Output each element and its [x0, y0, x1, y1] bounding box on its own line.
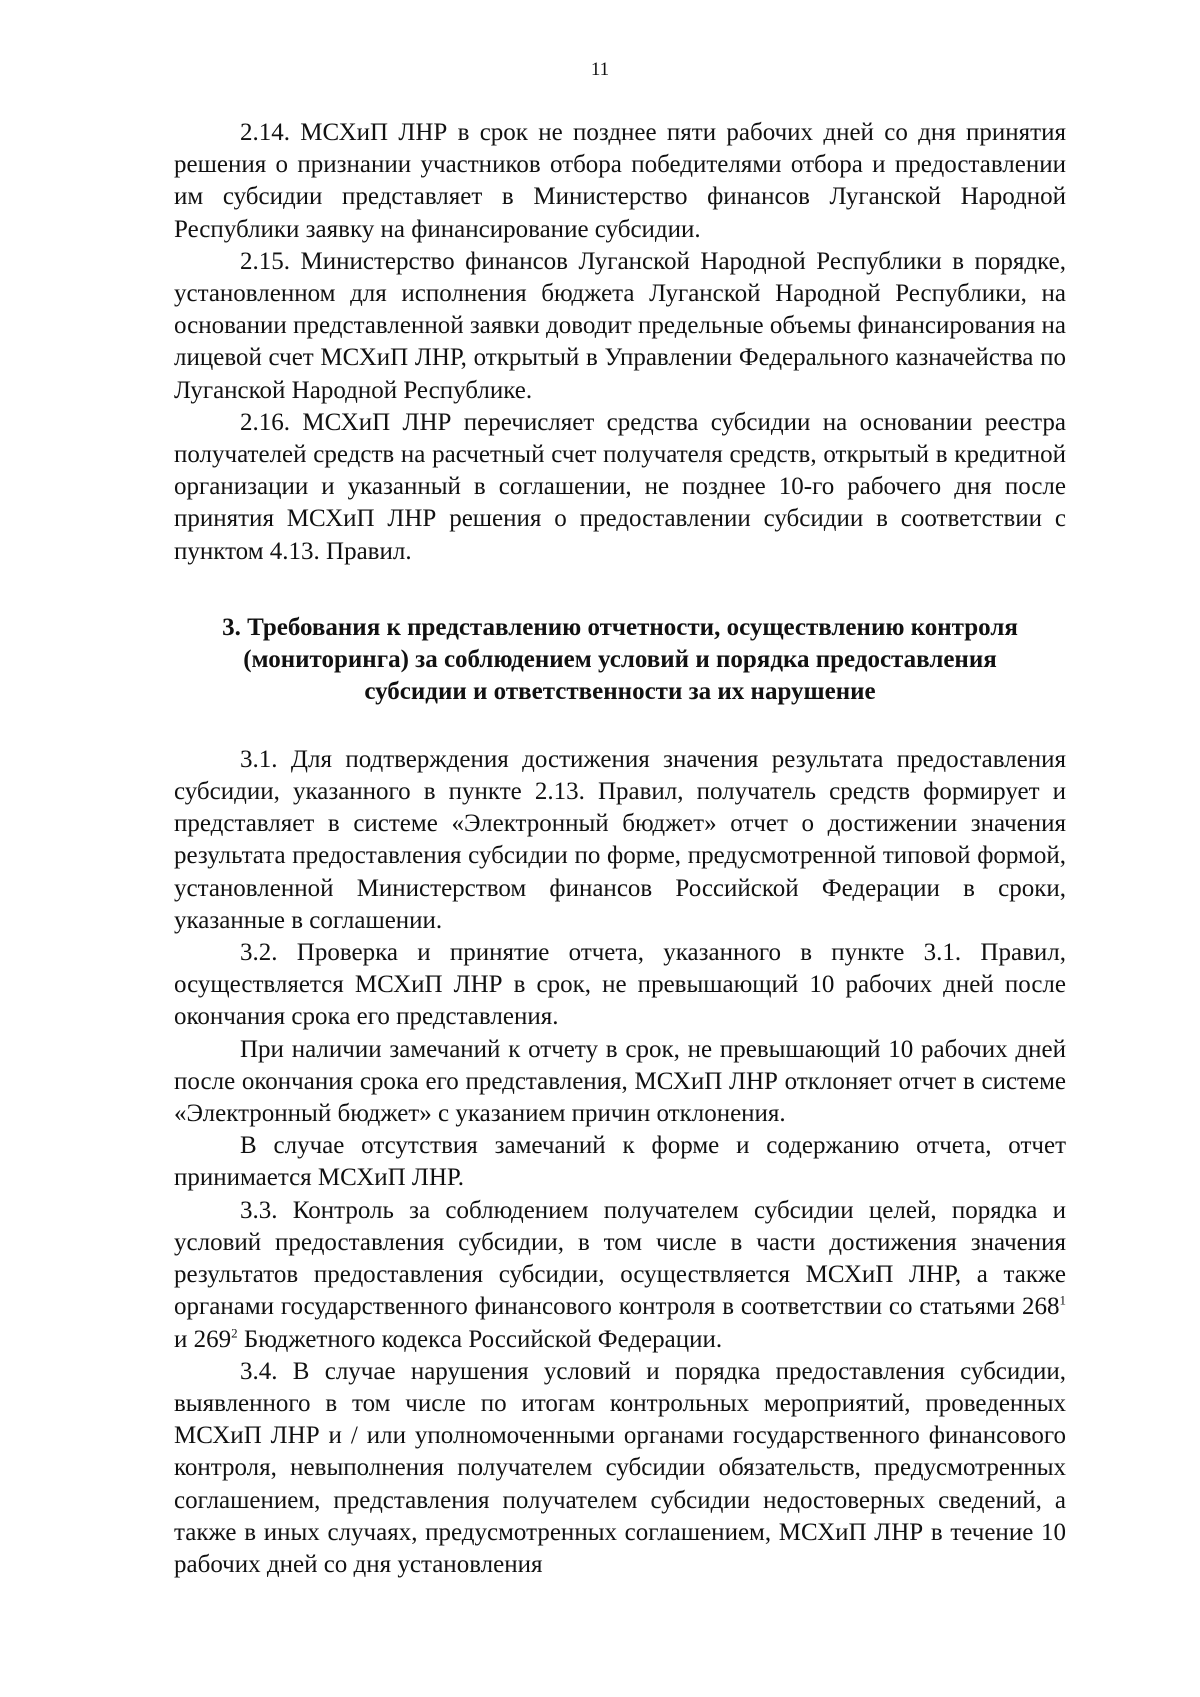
superscript-1: 1	[1059, 1292, 1066, 1308]
paragraph-3-3	[174, 1195, 1066, 1356]
paragraph-2-16: 2.16. МСХиП ЛНР перечисляет средства субсидии на основании реестра получателей средств на расчетный счет получателя средств, открытый в кредитной организации и указанный в соглашении, не позднее 10-го рабочего дня после принятия МСХиП ЛНР решения о предоставлении субсидии в соответствии с пунктом 4.13. Правил.	[174, 408, 1066, 565]
page-number: 11	[590, 59, 610, 80]
paragraph-3-3-text-b: и 269	[174, 1325, 232, 1353]
paragraph-3-3-text-a: 3.3. Контроль за соблюдением получателем субсидии целей, порядка и условий предоставления субсидии, в том числе в части достижения значения результатов предоставления субсидии, осуществляется МСХиП ЛНР, а также органами государственного финансового контроля в соответствии со статьями 268	[174, 1196, 1066, 1321]
paragraph-remarks: При наличии замечаний к отчету в срок, не превышающий 10 рабочих дней после окончания срока его представления, МСХиП ЛНР отклоняет отчет в системе «Электронный бюджет» с указанием причин отклонения.	[174, 1035, 1066, 1128]
paragraph-2-14: 2.14. МСХиП ЛНР в срок не позднее пяти рабочих дней со дня принятия решения о признании участников отбора победителями отбора и предоставлении им субсидии представляет в Министерство финансов Луганской Народной Республики заявку на финансирование субсидии.	[174, 119, 1066, 243]
paragraph-3-2: 3.2. Проверка и принятие отчета, указанного в пункте 3.1. Правил, осуществляется МСХиП ЛНР в срок, не превышающий 10 рабочих дней после окончания срока его представления.	[174, 939, 1066, 1031]
paragraph-3-1: 3.1. Для подтверждения достижения значения результата предоставления субсидии, указанного в пункте 2.13. Правил, получатель средств формирует и представляет в системе «Электронный бюджет» отчет о достижении значения результата предоставления субсидии по форме, предусмотренной типовой формой, установленной Министерством финансов Российской Федерации в сроки, указанные в соглашении.	[174, 745, 1066, 934]
paragraph-3-4: 3.4. В случае нарушения условий и порядка предоставления субсидии, выявленного в том числе по итогам контрольных мероприятий, проведенных МСХиП ЛНР и / или уполномоченными органами государственного финансового контроля, невыполнения получателем субсидии обязательств, предусмотренных соглашением, представления получателем субсидии недостоверных сведений, а также в иных случаях, предусмотренных соглашением, МСХиП ЛНР в течение 10 рабочих дней со дня установления	[174, 1357, 1066, 1578]
paragraph-3-3-text-c: Бюджетного кодекса Российской Федерации.	[237, 1325, 723, 1353]
superscript-2: 2	[231, 1325, 238, 1341]
paragraph-2-15: 2.15. Министерство финансов Луганской Народной Республики в порядке, установленном для исполнения бюджета Луганской Народной Республики, на основании представленной заявки доводит предельные объемы финансирования на лицевой счет МСХиП ЛНР, открытый в Управлении Федерального казначейства по Луганской Народной Республике.	[174, 247, 1066, 404]
document-body	[174, 117, 1066, 1581]
paragraph-no-remarks: В случае отсутствия замечаний к форме и содержанию отчета, отчет принимается МСХиП ЛНР.	[174, 1132, 1066, 1192]
section-heading: 3. Требования к представлению отчетности, осуществлению контроля (мониторинга) за соблюдением условий и порядка предоставления субсидии и ответственности за их нарушение	[222, 613, 1018, 705]
